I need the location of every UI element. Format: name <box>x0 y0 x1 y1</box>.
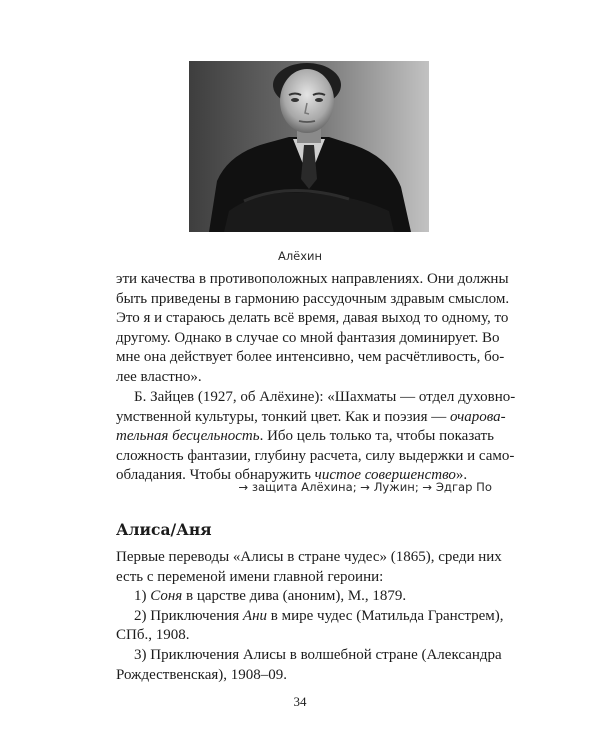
text-line: быть приведены в гармонию рассудочным здравым смыслом. <box>116 290 510 307</box>
list-item <box>116 587 492 607</box>
text-run: 2) Приключения <box>134 607 240 624</box>
text-line: Рождественская), 1908–09. <box>116 666 288 683</box>
text-line: есть с переменой имени главной героини: <box>116 568 384 585</box>
text-line: Это я и стараюсь делать всё время, давая выход то одному, то <box>116 310 509 327</box>
item-number: 1) <box>134 588 147 605</box>
list-item: 3) Приключения Алисы в волшебной стране (Александра <box>134 646 502 663</box>
portrait-illustration <box>189 61 429 232</box>
photo-caption: Алёхин <box>277 249 323 263</box>
text-line: другому. Однако в случае со мной фантазия доминирует. Во <box>116 329 500 346</box>
italic-run: тельная бесцельность <box>116 428 260 445</box>
text-line <box>116 408 506 428</box>
text-line: лее властно». <box>116 368 202 385</box>
text-line: эти качества в противоположных направлениях. Они должны <box>116 271 509 287</box>
section-heading: Алиса/Аня <box>116 520 212 539</box>
section-body <box>116 548 504 685</box>
text-run: в царстве дива (аноним), М., 1879. <box>186 588 407 605</box>
italic-run: Ани <box>242 607 268 624</box>
cross-references: → защита Алёхина; → Лужин; → Эдгар По <box>238 480 492 494</box>
text-run: обладания. Чтобы обнаружить <box>116 467 311 484</box>
text-line: сложность фантазии, глубину расчета, силу выдержки и само- <box>116 447 515 464</box>
paragraph-2-zaitsev-quote <box>116 388 516 486</box>
italic-run: чистое совершенство <box>314 467 456 484</box>
text-line: Первые переводы «Алисы в стране чудес» (1865), среди них <box>116 549 502 565</box>
list-item <box>116 607 504 627</box>
text-run: . Ибо цель только та, чтобы показать <box>259 428 494 445</box>
text-line <box>116 427 492 447</box>
text-line: СПб., 1908. <box>116 627 190 644</box>
text-line: мне она действует более интенсивно, чем расчётливость, бо- <box>116 349 505 366</box>
italic-run: очарова- <box>449 408 506 425</box>
text-line: Б. Зайцев (1927, об Алёхине): «Шахматы — отдел духовно- <box>134 389 516 405</box>
text-run: в мире чудес (Матильда Гранстрем), <box>270 607 504 624</box>
text-run: умственной культуры, тонкий цвет. Как и поэзия — <box>116 408 447 425</box>
italic-run: Соня <box>150 588 183 605</box>
page-number: 34 <box>293 694 307 709</box>
portrait-photo <box>189 61 429 232</box>
text-run: ». <box>455 467 468 484</box>
paragraph-1 <box>116 270 510 388</box>
